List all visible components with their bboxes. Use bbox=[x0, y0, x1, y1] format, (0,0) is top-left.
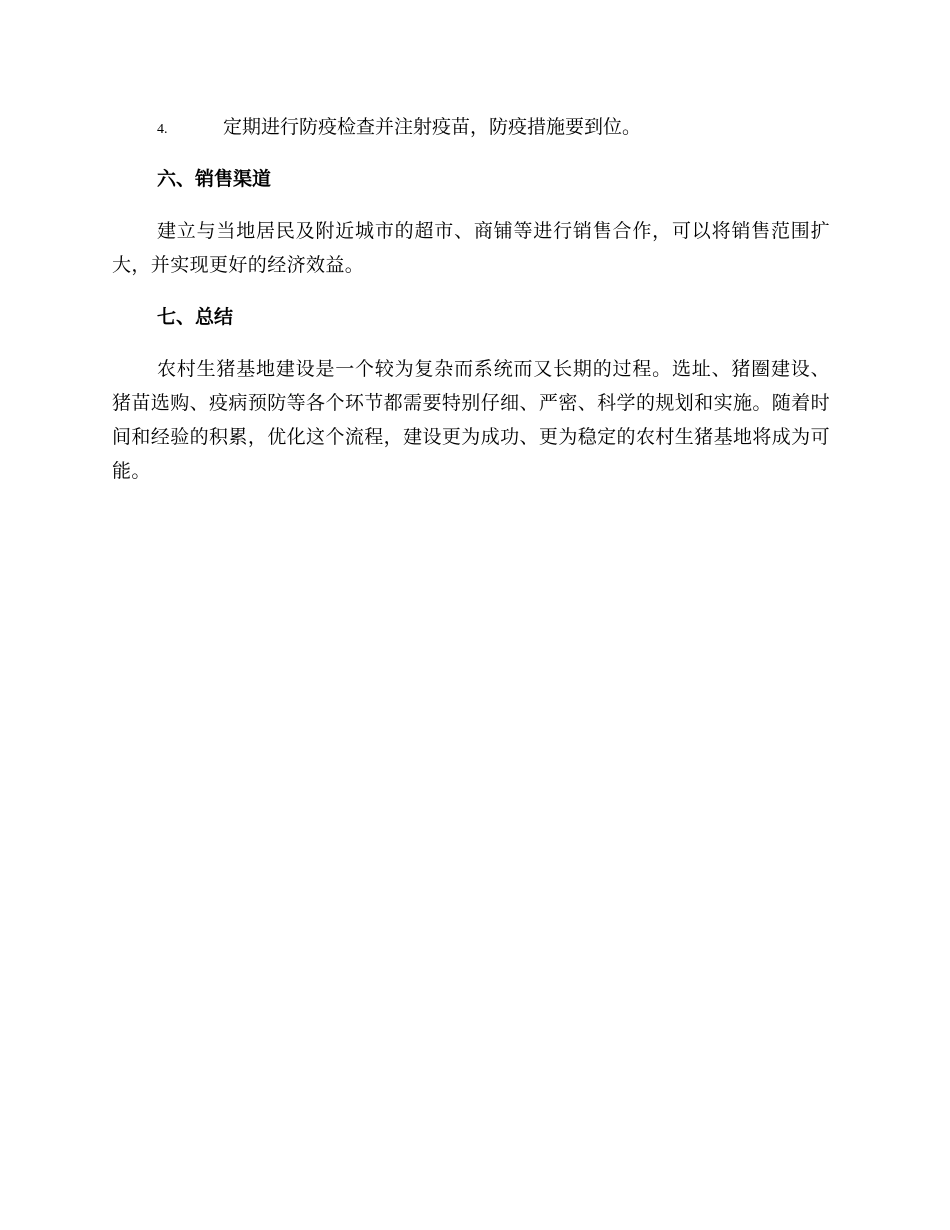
section-heading-sales-channels: 六、销售渠道 bbox=[157, 168, 272, 190]
paragraph-summary: 农村生猪基地建设是一个较为复杂而系统而又长期的过程。选址、猪圈建设、猪苗选购、疫病预防等各个环节都需要特别仔细、严密、科学的规划和实施。随着时间和经验的积累，优化这个流程，建设更为成功、更为稳定的农村生猪基地将成为可能。 bbox=[112, 358, 830, 482]
paragraph-sales-channels: 建立与当地居民及附近城市的超市、商铺等进行销售合作，可以将销售范围扩大，并实现更好的经济效益。 bbox=[112, 220, 830, 276]
list-item-text: 定期进行防疫检查并注射疫苗，防疫措施要到位。 bbox=[223, 116, 642, 138]
section-heading-summary: 七、总结 bbox=[157, 306, 234, 328]
list-item-4 bbox=[112, 110, 830, 144]
document-body bbox=[112, 110, 830, 507]
list-item-number: 4. bbox=[157, 122, 168, 137]
